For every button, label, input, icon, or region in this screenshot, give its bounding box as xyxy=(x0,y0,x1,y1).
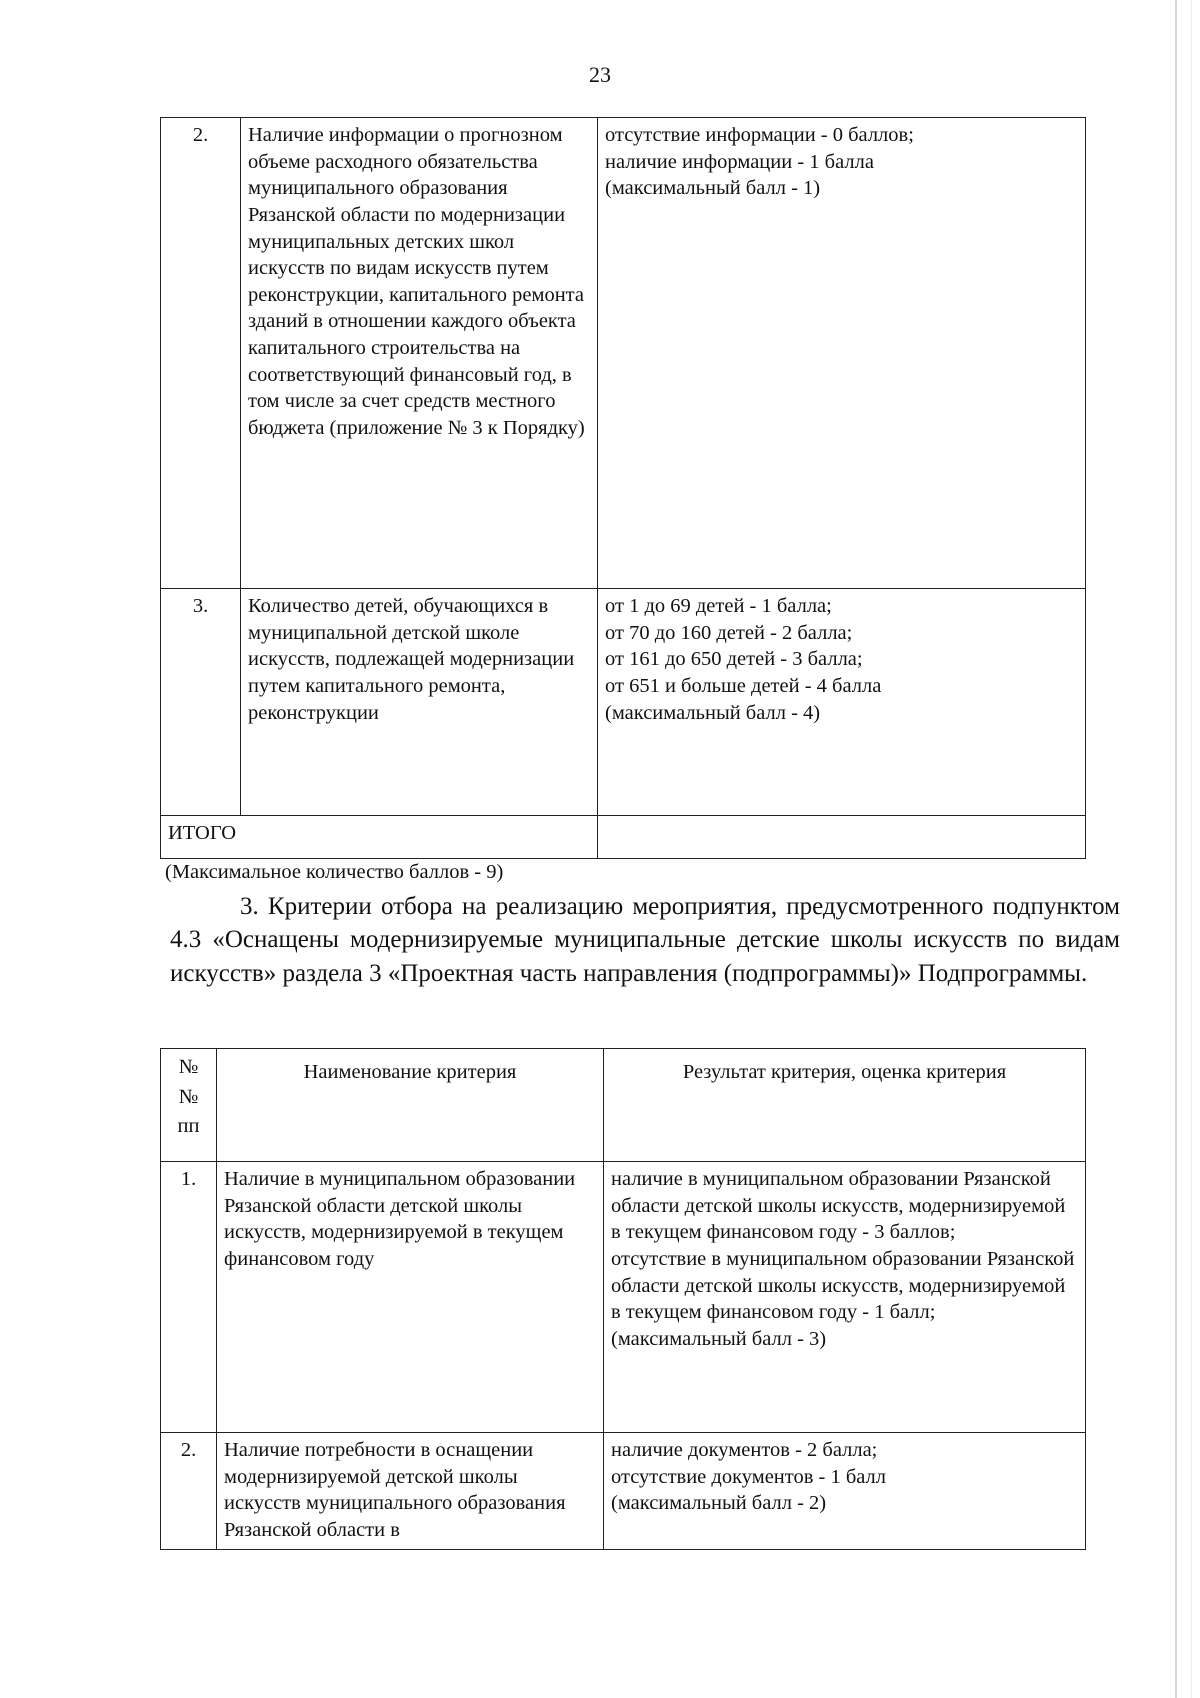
header-result: Результат критерия, оценка критерия xyxy=(604,1049,1086,1162)
table-header xyxy=(161,1049,1086,1162)
section-paragraph: 3. Критерии отбора на реализацию мероприятия, предусмотренного подпунктом 4.3 «Оснащены модернизируемые муниципальные детские школы искусств по видам искусств» раздела 3 «Проектная часть направления (подпрограммы)» Подпрограммы. xyxy=(170,893,1120,987)
total-value xyxy=(598,816,1086,859)
result-cell xyxy=(598,589,1086,816)
total-row xyxy=(161,816,1086,859)
row-number: 1. xyxy=(161,1162,217,1433)
header-number-text: № № пп xyxy=(177,1056,200,1138)
criterion-cell: Количество детей, обучающихся в муниципальной детской школе искусств, подлежащей модернизации путем капитального ремонта, реконструкции xyxy=(241,589,598,816)
row-number: 3. xyxy=(161,589,241,816)
table-row xyxy=(161,118,1086,589)
header-number xyxy=(161,1049,217,1162)
result-text: отсутствие информации - 0 баллов; наличие информации - 1 балла (максимальный балл - 1) xyxy=(605,124,914,200)
max-score-note: (Максимальное количество баллов - 9) xyxy=(165,861,504,883)
row-number: 2. xyxy=(161,1433,217,1550)
criteria-table-continued xyxy=(160,117,1086,859)
result-cell xyxy=(598,118,1086,589)
table-row xyxy=(161,589,1086,816)
table-row xyxy=(161,1162,1086,1433)
total-label: ИТОГО xyxy=(161,816,598,859)
criteria-table xyxy=(160,1048,1086,1550)
page-number: 23 xyxy=(589,62,611,87)
scan-edge xyxy=(1175,0,1192,1698)
result-cell xyxy=(604,1433,1086,1550)
result-cell xyxy=(604,1162,1086,1433)
result-text: от 1 до 69 детей - 1 балла; от 70 до 160 детей - 2 балла; от 161 до 650 детей - 3 балла; от 651 и больше детей - 4 балла (максимальный балл - 4) xyxy=(605,595,882,724)
row-number: 2. xyxy=(161,118,241,589)
table-row xyxy=(161,1433,1086,1550)
criterion-cell: Наличие информации о прогнозном объеме расходного обязательства муниципального образования Рязанской области по модернизации муниципальных детских школ искусств по видам искусств путем реконструкции, капитального ремонта зданий в отношении каждого объекта капитального строительства на соответствующий финансовый год, в том числе за счет средств местного бюджета (приложение № 3 к Порядку) xyxy=(241,118,598,589)
result-text: наличие документов - 2 балла; отсутствие документов - 1 балл (максимальный балл - 2) xyxy=(611,1439,887,1515)
result-text: наличие в муниципальном образовании Рязанской области детской школы искусств, модернизируемой в текущем финансовом году - 3 баллов; отсутствие в муниципальном образовании Рязанской области детской школы искусств, модернизируемой в текущем финансовом году - 1 балл; (максимальный балл - 3) xyxy=(611,1168,1075,1350)
criterion-cell: Наличие потребности в оснащении модернизируемой детской школы искусств муниципального образования Рязанской области в xyxy=(217,1433,604,1550)
criterion-cell: Наличие в муниципальном образовании Рязанской области детской школы искусств, модернизируемой в текущем финансовом году xyxy=(217,1162,604,1433)
header-name: Наименование критерия xyxy=(217,1049,604,1162)
